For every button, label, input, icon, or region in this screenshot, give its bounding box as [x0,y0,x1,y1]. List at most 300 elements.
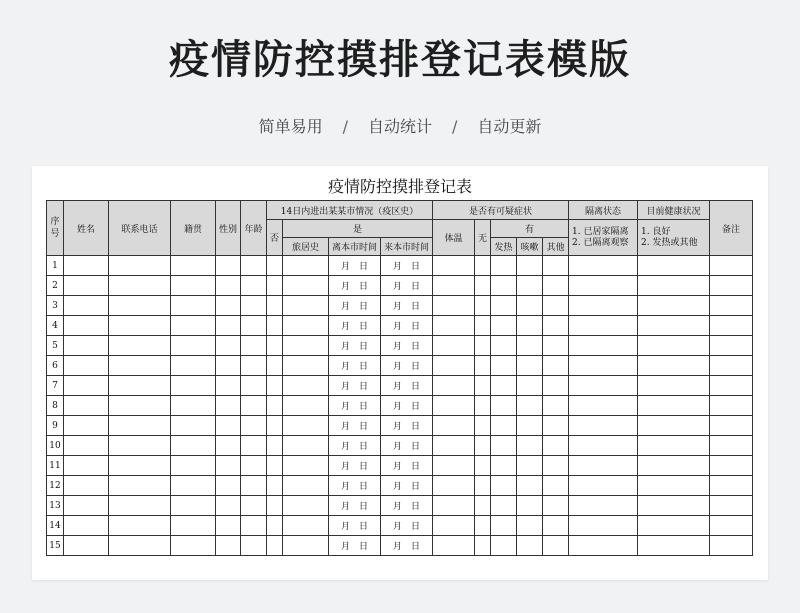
table-cell[interactable] [517,276,543,296]
table-cell[interactable] [267,456,283,476]
arrive-date-cell[interactable]: 月 日 [381,496,433,516]
table-cell[interactable] [216,416,241,436]
table-cell[interactable] [475,456,491,476]
table-cell[interactable] [475,316,491,336]
table-cell[interactable] [638,516,710,536]
table-cell[interactable] [543,356,569,376]
table-cell[interactable] [543,516,569,536]
table-cell[interactable] [283,516,329,536]
table-cell[interactable] [64,476,109,496]
table-cell[interactable] [475,276,491,296]
table-cell[interactable] [569,436,638,456]
table-cell[interactable] [491,396,517,416]
table-cell[interactable] [638,396,710,416]
table-cell[interactable] [241,356,267,376]
table-cell[interactable] [171,256,216,276]
table-cell[interactable] [216,336,241,356]
table-row [47,296,753,316]
table-cell[interactable] [569,396,638,416]
table-cell[interactable] [216,256,241,276]
col-origin: 籍贯 [171,201,216,256]
table-cell[interactable] [64,316,109,336]
table-cell[interactable] [109,436,171,456]
col-gender: 性别 [216,201,241,256]
table-cell[interactable] [569,376,638,396]
table-cell[interactable] [267,256,283,276]
table-cell[interactable] [710,476,753,496]
row-number: 5 [47,336,64,356]
arrive-date-cell[interactable]: 月 日 [381,356,433,376]
table-cell[interactable] [491,516,517,536]
feature-1: 简单易用 [258,117,323,136]
table-cell[interactable] [433,456,475,476]
table-cell[interactable] [710,416,753,436]
table-cell[interactable] [710,496,753,516]
table-cell[interactable] [491,296,517,316]
arrive-date-cell[interactable]: 月 日 [381,436,433,456]
table-cell[interactable] [283,496,329,516]
table-cell[interactable] [517,516,543,536]
table-cell[interactable] [475,256,491,276]
table-row [47,396,753,416]
leave-date-cell[interactable]: 月 日 [329,276,381,296]
table-cell[interactable] [543,476,569,496]
table-cell[interactable] [267,416,283,436]
table-cell[interactable] [171,396,216,416]
table-cell[interactable] [241,496,267,516]
table-cell[interactable] [517,336,543,356]
table-cell[interactable] [171,356,216,376]
table-cell[interactable] [433,416,475,436]
table-cell[interactable] [241,396,267,416]
table-cell[interactable] [64,456,109,476]
table-cell[interactable] [475,436,491,456]
table-cell[interactable] [569,516,638,536]
table-cell[interactable] [491,496,517,516]
table-cell[interactable] [171,496,216,516]
table-cell[interactable] [171,516,216,536]
table-cell[interactable] [171,296,216,316]
table-cell[interactable] [543,416,569,436]
leave-date-cell[interactable]: 月 日 [329,456,381,476]
table-cell[interactable] [433,496,475,516]
table-cell[interactable] [638,256,710,276]
table-cell[interactable] [710,536,753,556]
leave-date-cell[interactable]: 月 日 [329,536,381,556]
table-row [47,476,753,496]
table-row [47,316,753,336]
table-cell[interactable] [475,416,491,436]
table-cell[interactable] [283,416,329,436]
table-cell[interactable] [241,536,267,556]
table-cell[interactable] [283,536,329,556]
table-cell[interactable] [64,296,109,316]
table-cell[interactable] [491,376,517,396]
table-cell[interactable] [109,356,171,376]
row-number: 13 [47,496,64,516]
table-cell[interactable] [569,356,638,376]
row-number: 1 [47,256,64,276]
table-cell[interactable] [283,396,329,416]
table-cell[interactable] [543,536,569,556]
table-cell[interactable] [710,396,753,416]
table-cell[interactable] [64,276,109,296]
table-cell[interactable] [241,436,267,456]
col-other: 其他 [543,238,569,256]
table-cell[interactable] [475,516,491,536]
row-number: 2 [47,276,64,296]
table-cell[interactable] [241,336,267,356]
arrive-date-cell[interactable]: 月 日 [381,296,433,316]
table-cell[interactable] [638,496,710,516]
table-cell[interactable] [491,416,517,436]
table-cell[interactable] [283,296,329,316]
table-cell[interactable] [638,316,710,336]
table-cell[interactable] [638,536,710,556]
leave-date-cell[interactable]: 月 日 [329,256,381,276]
table-row [47,456,753,476]
table-cell[interactable] [517,496,543,516]
leave-date-cell[interactable]: 月 日 [329,476,381,496]
table-cell[interactable] [109,296,171,316]
row-number: 4 [47,316,64,336]
table-cell[interactable] [475,296,491,316]
table-cell[interactable] [569,416,638,436]
table-cell[interactable] [569,336,638,356]
table-cell[interactable] [267,396,283,416]
leave-date-cell[interactable]: 月 日 [329,296,381,316]
table-cell[interactable] [475,336,491,356]
table-cell[interactable] [267,376,283,396]
table-row [47,416,753,436]
table-cell[interactable] [710,436,753,456]
table-cell[interactable] [216,536,241,556]
table-cell[interactable] [241,296,267,316]
table-cell[interactable] [569,476,638,496]
table-cell[interactable] [491,436,517,456]
table-cell[interactable] [267,496,283,516]
table-cell[interactable] [64,356,109,376]
table-cell[interactable] [569,496,638,516]
table-cell[interactable] [638,356,710,376]
table-cell[interactable] [267,536,283,556]
table-cell[interactable] [543,436,569,456]
table-cell[interactable] [517,476,543,496]
table-cell[interactable] [517,376,543,396]
table-cell[interactable] [491,536,517,556]
table-cell[interactable] [64,496,109,516]
col-seq-label: 序 号 [50,217,60,239]
feature-2: 自动统计 [367,117,432,136]
table-cell[interactable] [638,436,710,456]
arrive-date-cell[interactable]: 月 日 [381,256,433,276]
table-cell[interactable] [433,476,475,496]
table-cell[interactable] [517,436,543,456]
separator: / [452,117,458,136]
table-cell[interactable] [109,256,171,276]
table-cell[interactable] [433,396,475,416]
table-cell[interactable] [475,536,491,556]
table-cell[interactable] [569,536,638,556]
col-phone: 联系电话 [109,201,171,256]
table-cell[interactable] [491,476,517,496]
table-row [47,516,753,536]
table-cell[interactable] [543,256,569,276]
table-cell[interactable] [517,356,543,376]
table-cell[interactable] [543,296,569,316]
table-cell[interactable] [433,256,475,276]
leave-date-cell[interactable]: 月 日 [329,356,381,376]
table-cell[interactable] [710,276,753,296]
table-cell[interactable] [569,456,638,476]
arrive-date-cell[interactable]: 月 日 [381,316,433,336]
table-cell[interactable] [491,356,517,376]
arrive-date-cell[interactable]: 月 日 [381,396,433,416]
col-no: 否 [267,220,283,256]
arrive-date-cell[interactable]: 月 日 [381,276,433,296]
table-cell[interactable] [216,496,241,516]
table-cell[interactable] [216,316,241,336]
table-cell[interactable] [241,276,267,296]
table-cell[interactable] [475,376,491,396]
table-cell[interactable] [171,276,216,296]
col-leave-time: 离本市时间 [329,238,381,256]
table-cell[interactable] [543,496,569,516]
leave-date-cell[interactable]: 月 日 [329,336,381,356]
table-cell[interactable] [569,316,638,336]
table-cell[interactable] [710,456,753,476]
table-cell[interactable] [517,316,543,336]
table-cell[interactable] [109,496,171,516]
table-row [47,376,753,396]
table-cell[interactable] [475,476,491,496]
arrive-date-cell[interactable]: 月 日 [381,536,433,556]
table-cell[interactable] [543,276,569,296]
table-cell[interactable] [241,316,267,336]
table-cell[interactable] [216,296,241,316]
table-cell[interactable] [491,316,517,336]
table-cell[interactable] [433,536,475,556]
spreadsheet-preview [32,166,768,580]
table-cell[interactable] [64,336,109,356]
arrive-date-cell[interactable]: 月 日 [381,416,433,436]
table-cell[interactable] [283,436,329,456]
table-cell[interactable] [171,456,216,476]
table-cell[interactable] [109,416,171,436]
leave-date-cell[interactable]: 月 日 [329,376,381,396]
table-cell[interactable] [475,356,491,376]
table-cell[interactable] [710,376,753,396]
table-cell[interactable] [491,336,517,356]
table-cell[interactable] [569,296,638,316]
table-cell[interactable] [267,276,283,296]
table-cell[interactable] [267,336,283,356]
table-cell[interactable] [638,476,710,496]
table-cell[interactable] [638,296,710,316]
table-cell[interactable] [433,336,475,356]
table-row [47,356,753,376]
table-cell[interactable] [109,476,171,496]
table-cell[interactable] [710,256,753,276]
table-cell[interactable] [710,516,753,536]
table-cell[interactable] [109,376,171,396]
table-cell[interactable] [241,416,267,436]
table-cell[interactable] [491,256,517,276]
table-cell[interactable] [543,396,569,416]
table-cell[interactable] [216,456,241,476]
table-row [47,436,753,456]
table-cell[interactable] [283,336,329,356]
table-cell[interactable] [569,256,638,276]
row-number: 7 [47,376,64,396]
table-cell[interactable] [267,296,283,316]
table-cell[interactable] [569,276,638,296]
leave-date-cell[interactable]: 月 日 [329,416,381,436]
table-cell[interactable] [517,416,543,436]
col-yes: 是 [283,220,433,238]
col-remark: 备注 [710,201,753,256]
table-cell[interactable] [491,276,517,296]
table-cell[interactable] [710,336,753,356]
table-cell[interactable] [216,476,241,496]
table-cell[interactable] [241,256,267,276]
table-cell[interactable] [433,356,475,376]
table-cell[interactable] [638,336,710,356]
table-cell[interactable] [267,476,283,496]
arrive-date-cell[interactable]: 月 日 [381,456,433,476]
table-cell[interactable] [171,316,216,336]
table-cell[interactable] [171,476,216,496]
table-cell[interactable] [433,276,475,296]
table-cell[interactable] [638,276,710,296]
table-cell[interactable] [433,516,475,536]
table-cell[interactable] [109,396,171,416]
table-cell[interactable] [171,376,216,396]
table-cell[interactable] [491,456,517,476]
table-cell[interactable] [283,456,329,476]
table-cell[interactable] [171,416,216,436]
table-cell[interactable] [475,396,491,416]
col-temperature: 体温 [433,220,475,256]
table-row [47,536,753,556]
table-cell[interactable] [241,476,267,496]
leave-date-cell[interactable]: 月 日 [329,396,381,416]
table-cell[interactable] [64,516,109,536]
sheet-title: 疫情防控摸排登记表 [327,177,472,196]
table-cell[interactable] [241,516,267,536]
table-cell[interactable] [517,256,543,276]
feature-tagline [0,114,800,137]
table-cell[interactable] [283,356,329,376]
arrive-date-cell[interactable]: 月 日 [381,516,433,536]
table-cell[interactable] [433,316,475,336]
leave-date-cell[interactable]: 月 日 [329,516,381,536]
table-cell[interactable] [64,396,109,416]
table-cell[interactable] [433,436,475,456]
table-cell[interactable] [267,436,283,456]
table-cell[interactable] [638,456,710,476]
table-cell[interactable] [283,476,329,496]
table-cell[interactable] [517,396,543,416]
leave-date-cell[interactable]: 月 日 [329,316,381,336]
table-cell[interactable] [109,336,171,356]
table-cell[interactable] [64,256,109,276]
table-cell[interactable] [710,296,753,316]
arrive-date-cell[interactable]: 月 日 [381,476,433,496]
table-cell[interactable] [710,316,753,336]
row-number: 3 [47,296,64,316]
table-cell[interactable] [109,456,171,476]
table-cell[interactable] [171,536,216,556]
table-cell[interactable] [109,276,171,296]
table-cell[interactable] [216,516,241,536]
table-cell[interactable] [64,436,109,456]
table-cell[interactable] [543,316,569,336]
feature-3: 自动更新 [477,117,542,136]
table-cell[interactable] [216,356,241,376]
arrive-date-cell[interactable]: 月 日 [381,376,433,396]
table-cell[interactable] [433,296,475,316]
col-arrive-time: 来本市时间 [381,238,433,256]
col-none: 无 [475,220,491,256]
table-cell[interactable] [267,356,283,376]
leave-date-cell[interactable]: 月 日 [329,496,381,516]
table-cell[interactable] [638,376,710,396]
table-cell[interactable] [216,436,241,456]
table-cell[interactable] [543,456,569,476]
table-cell[interactable] [109,516,171,536]
table-cell[interactable] [283,376,329,396]
col-health: 目前健康状况 [638,201,710,220]
table-cell[interactable] [475,496,491,516]
table-cell[interactable] [267,316,283,336]
table-cell[interactable] [283,276,329,296]
table-cell[interactable] [216,276,241,296]
table-cell[interactable] [171,436,216,456]
table-cell[interactable] [241,456,267,476]
table-cell[interactable] [433,376,475,396]
table-cell[interactable] [171,336,216,356]
table-row [47,256,753,276]
col-cough: 咳嗽 [517,238,543,256]
table-cell[interactable] [64,536,109,556]
table-cell[interactable] [241,376,267,396]
leave-date-cell[interactable]: 月 日 [329,436,381,456]
table-cell[interactable] [517,456,543,476]
col-age: 年龄 [241,201,267,256]
arrive-date-cell[interactable]: 月 日 [381,336,433,356]
table-cell[interactable] [64,416,109,436]
table-cell[interactable] [216,396,241,416]
table-cell[interactable] [267,516,283,536]
table-cell[interactable] [283,316,329,336]
table-cell[interactable] [283,256,329,276]
table-cell[interactable] [710,356,753,376]
table-cell[interactable] [543,336,569,356]
table-cell[interactable] [216,376,241,396]
table-cell[interactable] [543,376,569,396]
table-cell[interactable] [517,536,543,556]
col-isolation: 隔离状态 [569,201,638,220]
row-number: 12 [47,476,64,496]
col-seq [47,201,64,256]
row-number: 15 [47,536,64,556]
table-cell[interactable] [109,316,171,336]
table-cell[interactable] [517,296,543,316]
table-cell[interactable] [64,376,109,396]
table-cell[interactable] [109,536,171,556]
table-cell[interactable] [638,416,710,436]
